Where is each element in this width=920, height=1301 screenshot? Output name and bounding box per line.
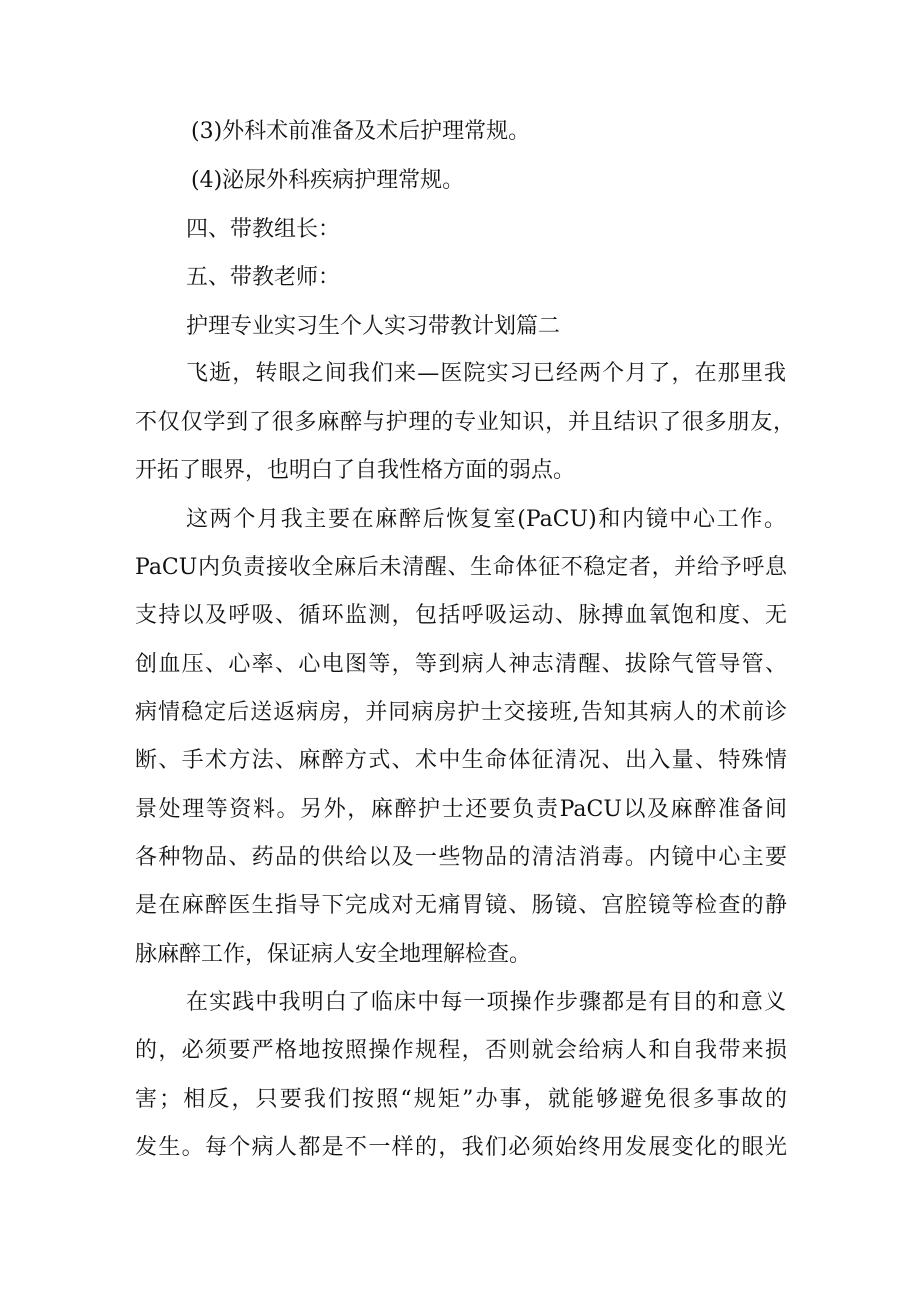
paragraph-3-line-1: 在实践中我明白了临床中每一项操作步骤都是有目的和意义 [186,990,786,1015]
paragraph-3-line-2: 的，必须要严格地按照操作规程，否则就会给病人和自我带来损 [135,1038,787,1063]
paragraph-2-line-1: 这两个月我主要在麻醉后恢复室(PaCU)和内镜中心工作。 [186,507,786,532]
section-heading-4: 四、带教组长： [186,217,341,242]
paragraph-2-line-3: 支持以及呼吸、循环监测，包括呼吸运动、脉搏血氧饱和度、无 [135,603,787,628]
list-item-4: (4)泌尿外科疾病护理常规。 [191,168,465,193]
paragraph-1-line-2: 不仅仅学到了很多麻醉与护理的专业知识，并且结识了很多朋友， [135,410,795,435]
paragraph-3-line-3: 害；相反，只要我们按照“规矩”办事，就能够避免很多事故的 [135,1087,787,1112]
article-title: 护理专业实习生个人实习带教计划篇二 [186,314,561,339]
paragraph-2-line-8: 各种物品、药品的供给以及一些物品的清洁消毒。内镜中心主要 [135,845,787,870]
paragraph-2-line-10: 脉麻醉工作，保证病人安全地理解检查。 [135,942,532,967]
paragraph-2-line-2: PaCU内负责接收全麻后未清醒、生命体征不稳定者，并给予呼息 [135,555,787,580]
paragraph-2-line-7: 景处理等资料。另外，麻醉护士还要负责PaCU以及麻醉准备间 [135,797,787,822]
paragraph-1-line-1: 飞逝，转眼之间我们来—医院实习已经两个月了，在那里我 [186,361,786,386]
paragraph-2-line-9: 是在麻醉医生指导下完成对无痛胃镜、肠镜、宫腔镜等检查的静 [135,893,787,918]
list-item-3: (3)外科术前准备及术后护理常规。 [191,119,531,144]
paragraph-1-line-3: 开拓了眼界，也明白了自我性格方面的弱点。 [135,458,576,483]
paragraph-2-line-4: 创血压、心率、心电图等，等到病人神志清醒、拔除气管导管、 [135,652,787,677]
paragraph-3-line-4: 发生。每个病人都是不一样的，我们必须始终用发展变化的眼光 [135,1135,787,1160]
paragraph-2-line-5: 病情稳定后送返病房，并同病房护士交接班,告知其病人的术前诊 [135,700,787,725]
paragraph-2-line-6: 断、手术方法、麻醉方式、术中生命体征清况、出入量、特殊情 [135,748,787,773]
section-heading-5: 五、带教老师： [186,265,341,290]
